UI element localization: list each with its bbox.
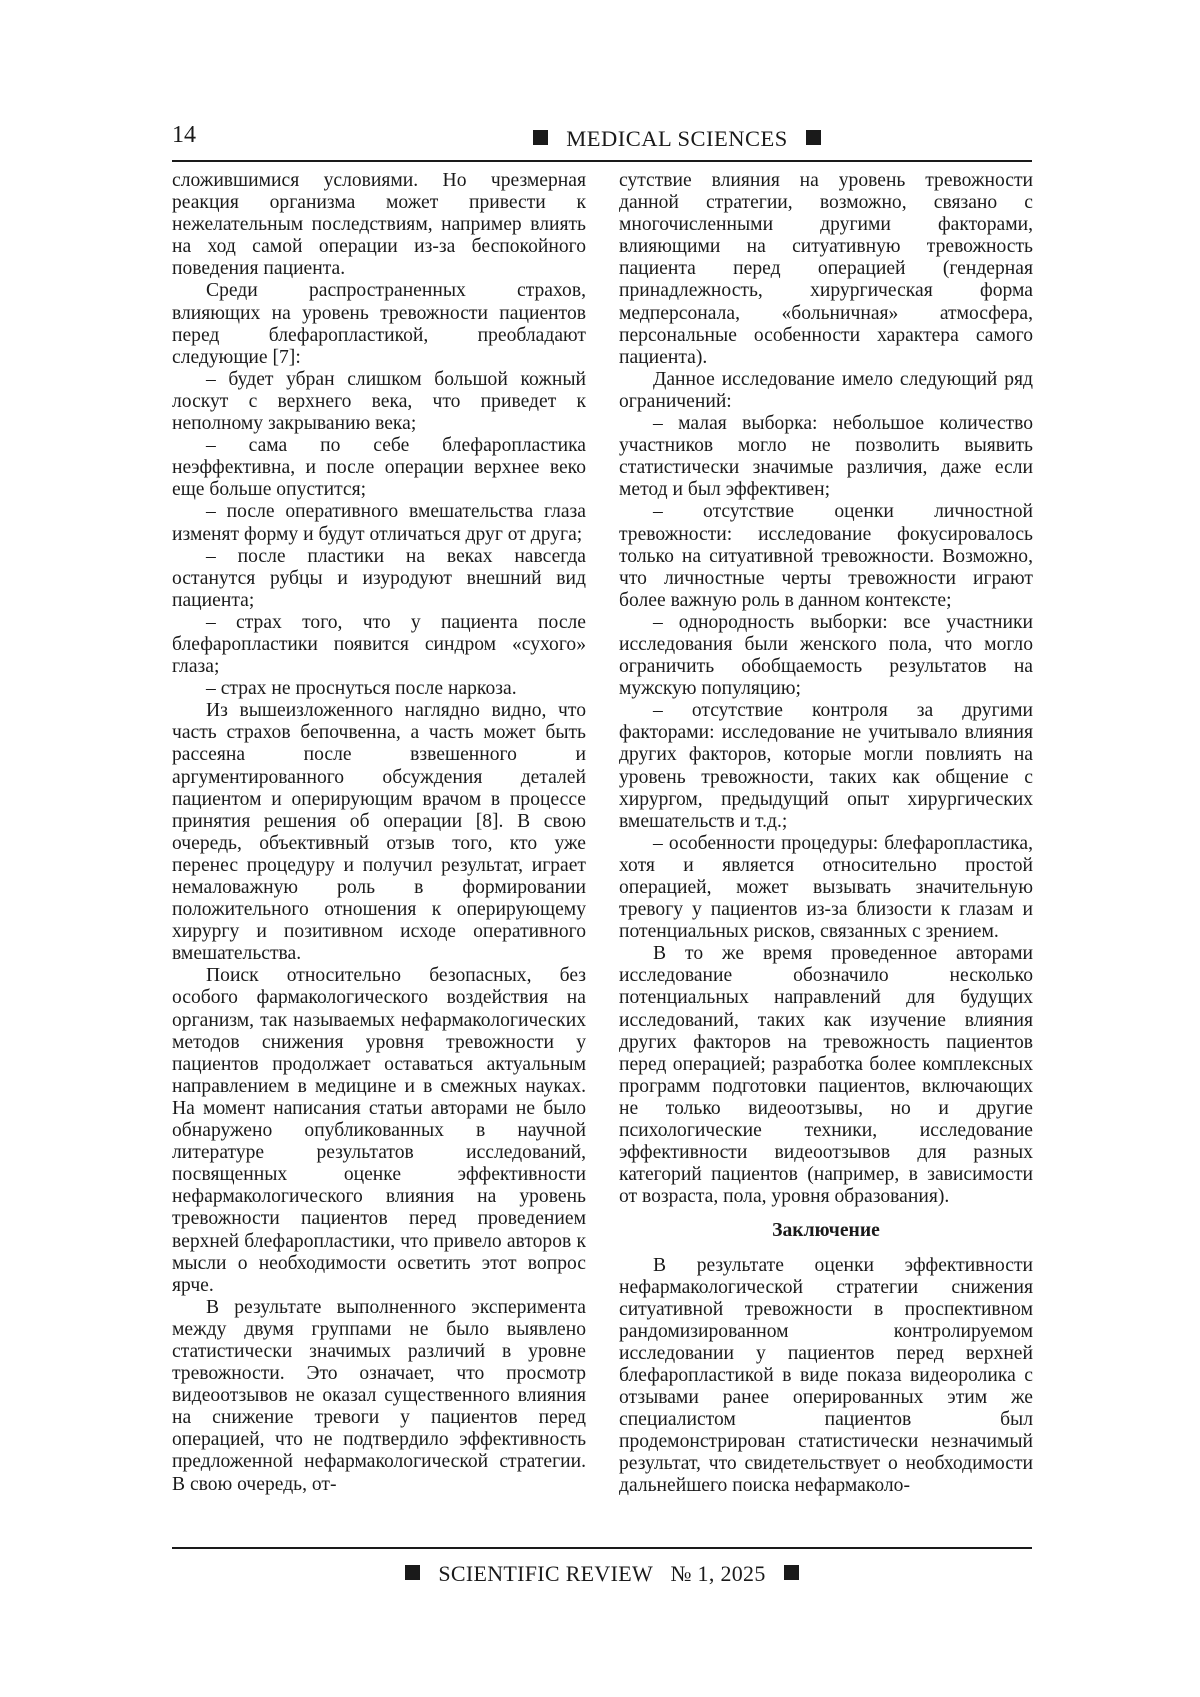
paragraph: – сама по себе блефаропластика неэффективна, и после операции верхнее веко еще больше опустится; (172, 435, 586, 501)
paragraph: – после пластики на веках навсегда останутся рубцы и изуродуют внешний вид пациента; (172, 545, 586, 611)
paragraph: Среди распространенных страхов, влияющих на уровень тревожности пациентов перед блефаропластикой, преобладают следующие [7]: (172, 280, 586, 368)
footer-issue: № 1, 2025 (670, 1561, 766, 1586)
black-square-icon (806, 130, 821, 145)
paragraph: сутствие влияния на уровень тревожности данной стратегии, возможно, связано с многочисленными другими факторами, влияющими на ситуативную тревожность пациента перед операцией (гендерная принадлежность, хирургическая форма медперсонала, «больничная» атмосфера, персональные особенности характера самого пациента). (619, 170, 1033, 368)
paragraph: В то же время проведенное авторами исследование обозначило несколько потенциальных направлений для будущих исследований, таких как изучение влияния других факторов на тревожность пациентов перед операцией; разработка более комплексных программ подготовки пациентов, включающих не только видеоотзывы, но и другие психологические техники, исследование эффективности видеоотзывов для разных категорий пациентов (например, в зависимости от возраста, пола, уровня образования). (619, 943, 1033, 1208)
page-footer (172, 1547, 1032, 1589)
paragraph: Данное исследование имело следующий ряд ограничений: (619, 368, 1033, 412)
paragraph: – особенности процедуры: блефаропластика, хотя и является относительно простой операцией, может вызывать значительную тревогу у пациентов из-за близости к глазам и потенциальных рисков, связанных с зрением. (619, 832, 1033, 943)
left-text-column (172, 170, 586, 1496)
footer-journal-name: SCIENTIFIC REVIEW (438, 1561, 654, 1586)
paragraph: – однородность выборки: все участники исследования были женского пола, что могло ограничить обобщаемость результатов на мужскую популяцию; (619, 611, 1033, 700)
conclusion-paragraph: В результате оценки эффективности нефармакологической стратегии снижения ситуативной тревожности в проспективном рандомизированном контролируемом исследовании у пациентов перед верхней блефаропластикой в виде показа видеоролика с отзывами ранее оперированных этим же специалистом пациентов был продемонстрирован статистически незначимый результат, что свидетельствует о необходимости дальнейшего поиска нефармаколо- (619, 1254, 1033, 1497)
paragraph: – отсутствие контроля за другими факторами: исследование не учитывало влияния других факторов, которые могли повлиять на уровень тревожности, таких как общение с хирургом, предыдущий опыт хирургических вмешательств и т.д.; (619, 700, 1033, 832)
paragraph: Из вышеизложенного наглядно видно, что часть страхов бепочвенна, а часть может быть рассеяна после взвешенного и аргументированного обсуждения деталей пациентом и оперирующим врачом в процессе принятия решения об операции [8]. В свою очередь, объективный отзыв того, кто уже перенес процедуру и получил результат, играет немаловажную роль в формировании положительного отношения к оперирующему хирургу и позитивном исходе оперативного вмешательства. (172, 700, 586, 965)
black-square-icon (784, 1565, 799, 1580)
paragraph: – будет убран слишком большой кожный лоскут с верхнего века, что приведет к неполному закрыванию века; (172, 368, 586, 435)
paragraph: – страх того, что у пациента после блефаропластики появится синдром «сухого» глаза; (172, 611, 586, 678)
paragraph: Поиск относительно безопасных, без особого фармакологического воздействия на организм, так называемых нефармакологических методов снижения уровня тревожности у пациентов продолжает оставаться актуальным направлением в медицине и в смежных науках. На момент написания статьи авторами не было обнаружено опубликованных в научной литературе результатов исследований, посвященных оценке эффективности нефармакологического влияния на уровень тревожности пациентов перед проведением верхней блефаропластики, что привело авторов к мысли о необходимости осветить этот вопрос ярче. (172, 965, 586, 1296)
black-square-icon (405, 1565, 420, 1580)
page-header (172, 120, 1032, 162)
footer-journal-info (172, 1561, 1032, 1587)
right-text-column (619, 170, 1033, 1498)
paragraph: – страх не проснуться после наркоза. (206, 678, 517, 700)
journal-section-heading (172, 126, 1032, 152)
section-name: MEDICAL SCIENCES (566, 126, 788, 151)
right-column-paragraphs (619, 170, 1033, 1208)
paragraph: сложившимися условиями. Но чрезмерная реакция организма может привести к нежелательным последствиям, например влиять на ход самой операции из-за беспокойного поведения пациента. (172, 170, 586, 280)
section-heading: Заключение (772, 1220, 880, 1242)
page-number: 14 (172, 122, 196, 148)
black-square-icon (533, 130, 548, 145)
paragraph: – отсутствие оценки личностной тревожности: исследование фокусировалось только на ситуативной тревожности. Возможно, что личностные черты тревожности играют более важную роль в данном контексте; (619, 501, 1033, 611)
paragraph: – после оперативного вмешательства глаза изменят форму и будут отличаться друг от друга; (172, 501, 586, 545)
paragraph: – малая выборка: небольшое количество участников могло не позволить выявить статистически значимые различия, даже если метод и был эффективен; (619, 413, 1033, 501)
paragraph: В результате выполненного эксперимента между двумя группами не было выявлено статистически значимых различий в уровне тревожности. Это означает, что просмотр видеоотзывов не оказал существенного влияния на снижение тревоги у пациентов перед операцией, что не подтвердило эффективность предложенной нефармакологической стратегии. В свою очередь, от- (172, 1296, 586, 1495)
